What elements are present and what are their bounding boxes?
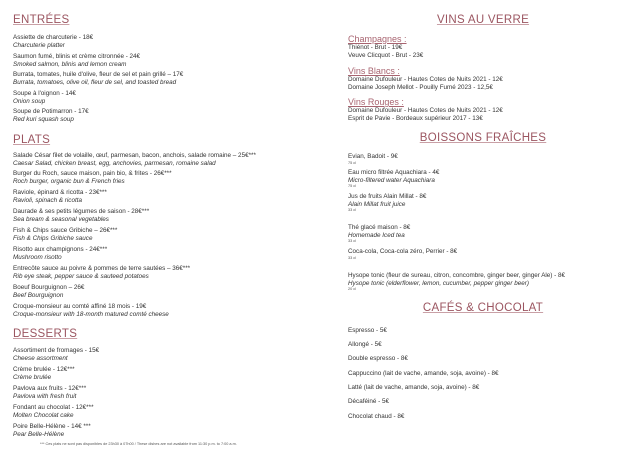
item-fr: Daurade & ses petits légumes de saison - 28€*** [13, 208, 150, 215]
cafe-item: Chocolat chaud - 8€ [348, 413, 405, 420]
item-en: Hysope tonic (elderflower, lemon, cucumber, pepper ginger beer) [348, 279, 529, 287]
menu-item [13, 208, 149, 223]
drink-item [348, 224, 410, 244]
item-en: Roch burger, organic bun & French fries [13, 177, 125, 185]
cafe-item: Cappuccino (lait de vache, amande, soja, avoine) - 8€ [348, 370, 499, 377]
item-fr: Entrecôte sauce au poivre & pommes de terre sautées – 36€*** [13, 265, 191, 272]
item-en: Mushroom risotto [13, 253, 62, 261]
wine-item: Domaine Dufouleur - Hautes Cotes de Nuits 2021 - 12€ [348, 107, 503, 114]
item-fr: Coca-cola, Coca-cola zéro, Perrier - 8€ [348, 248, 458, 255]
item-en: Pavlova with fresh fruit [13, 392, 77, 400]
item-fr: Soupe à l'oignon - 14€ [13, 90, 76, 97]
item-fr: Risotto aux champignons - 24€*** [13, 246, 108, 253]
menu-item [13, 53, 140, 68]
menu-item [13, 404, 94, 419]
item-en: Fish & Chips Gribiche sauce [13, 234, 93, 242]
menu-item [13, 34, 93, 49]
wine-item: Domaine Dufouleur - Hautes Cotes de Nuits 2021 - 12€ [348, 76, 503, 83]
menu-item [13, 347, 99, 362]
item-volume: 33 cl [348, 207, 357, 212]
item-en: Charcuterie platter [13, 41, 65, 49]
item-en: Smoked salmon, blinis and lemon cream [13, 60, 127, 68]
wine-item: Thiénot - Brut - 19€ [348, 44, 403, 51]
menu-item [13, 265, 190, 280]
menu-item [13, 108, 89, 123]
menu-item [13, 227, 117, 242]
item-en: Micro-filtered water Aquachiara [348, 176, 435, 184]
wine-group-label: Champagnes : [348, 34, 407, 44]
menu-item [13, 170, 172, 185]
wine-item: Veuve Clicquot - Brut - 23€ [348, 51, 424, 59]
item-en: Beef Bourguignon [13, 291, 64, 299]
item-fr: Raviole, épinard & ricotta - 23€*** [13, 189, 107, 196]
drink-item [348, 169, 439, 189]
item-fr: Thé glacé maison - 8€ [348, 224, 411, 231]
item-fr: Crème brulée - 12€*** [13, 366, 75, 373]
item-volume: 75 cl [348, 183, 357, 188]
item-en: Red kuri squash soup [13, 115, 74, 123]
item-en: Rib eye steak, pepper sauce & sauteed potatoes [13, 272, 149, 280]
wine-item: Esprit de Pavie - Bordeaux supérieur 2017 - 13€ [348, 114, 483, 122]
item-fr: Jus de fruits Alain Millat - 8€ [348, 193, 427, 200]
menu-item [13, 366, 75, 381]
wine-group-blancs [348, 66, 503, 91]
drink-item [348, 272, 565, 292]
item-volume: 20 cl [348, 286, 357, 291]
item-en: Sea bream & seasonal vegetables [13, 215, 109, 223]
menu-item [13, 189, 107, 204]
section-title-cafes: CAFÉS & CHOCOLAT [422, 302, 544, 314]
menu-item [13, 423, 91, 438]
wine-group-champagnes [348, 34, 423, 59]
item-volume: 33 cl [348, 255, 357, 260]
item-fr: Poire Belle-Hélène - 14€ *** [13, 423, 91, 430]
item-fr: Pavlova aux fruits - 12€*** [13, 385, 87, 392]
item-volume: 33 cl [348, 238, 357, 243]
footer-note: *** Ces plats ne sont pas disponibles de 23h30 à 07h00 / These dishes are not available from 11:30 p.m. to 7:00 a.m. [40, 442, 237, 446]
cafe-item: Décaféiné - 5€ [348, 398, 389, 405]
cafe-item: Double espresso - 8€ [348, 355, 408, 362]
drink-item [348, 248, 457, 261]
section-title-vins: VINS AU VERRE [436, 14, 530, 26]
item-fr: Assiette de charcuterie - 18€ [13, 34, 94, 41]
item-en: Ravioli, spinach & ricotta [13, 196, 82, 204]
item-en: Homemade Iced tea [348, 231, 405, 239]
item-fr: Eau micro filtrée Aquachiara - 4€ [348, 169, 440, 176]
item-fr: Fondant au chocolat - 12€*** [13, 404, 94, 411]
item-en: Molten Chocolat cake [13, 411, 74, 419]
menu-item [13, 90, 76, 105]
item-fr: Burger du Roch, sauce maison, pain bio, & frites - 26€*** [13, 170, 172, 177]
wine-group-rouges [348, 97, 503, 122]
item-fr: Croque-monsieur au comté affiné 18 mois - 19€ [13, 303, 147, 310]
wine-group-label: Vins Blancs : [348, 66, 400, 76]
item-fr: Evian, Badoit - 9€ [348, 153, 398, 160]
item-fr: Saumon fumé, blinis et crème citronnée - 24€ [13, 53, 141, 60]
cafe-item: Latté (lait de vache, amande, soja, avoine) - 8€ [348, 384, 480, 391]
item-fr: Assortiment de fromages - 15€ [13, 347, 100, 354]
wine-group-label: Vins Rouges : [348, 97, 404, 107]
item-en: Pear Belle-Hélène [13, 430, 65, 438]
item-en: Alain Millat fruit juice [348, 200, 406, 208]
menu-item [13, 152, 256, 167]
menu-item [13, 385, 86, 400]
item-en: Crème brulée [13, 373, 52, 381]
item-fr: Burrata, tomates, huile d'olive, fleur de sel et pain grillé – 17€ [13, 71, 184, 78]
item-fr: Soupe de Potimarron - 17€ [13, 108, 89, 115]
item-en: Burrata, tomatoes, olive oil, fleur de sel, and toasted bread [13, 78, 177, 86]
wine-item: Domaine Joseph Mellot - Pouilly Fumé 2023 - 12,5€ [348, 83, 493, 91]
item-en: Croque-monsieur with 18-month matured comté cheese [13, 310, 169, 318]
cafe-item: Allongé - 5€ [348, 341, 382, 348]
item-en: Caesar Salad, chicken breast, egg, anchovies, parmesan, romaine salad [13, 159, 216, 167]
menu-item [13, 246, 107, 261]
menu-item [13, 71, 183, 86]
item-volume: 75 cl [348, 160, 357, 165]
item-en: Onion soup [13, 97, 46, 105]
menu-item [13, 284, 84, 299]
cafe-item: Espresso - 5€ [348, 327, 387, 334]
item-fr: Hysope tonic (fleur de sureau, citron, concombre, ginger beer, ginger Ale) - 8€ [348, 272, 566, 279]
drink-item [348, 193, 426, 213]
item-en: Cheese assortment [13, 354, 68, 362]
section-title-entrees: ENTRÉES [13, 14, 70, 26]
section-title-boissons: BOISSONS FRAÎCHES [419, 132, 547, 144]
item-fr: Fish & Chips sauce Gribiche – 26€*** [13, 227, 118, 234]
section-title-desserts: DESSERTS [13, 328, 78, 340]
drink-item [348, 153, 398, 166]
section-title-plats: PLATS [13, 134, 51, 146]
item-fr: Boeuf Bourguignon – 26€ [13, 284, 85, 291]
item-fr: Salade César filet de volaille, œuf, parmesan, bacon, anchois, salade romaine – 25€*** [13, 152, 256, 159]
menu-item [13, 303, 169, 318]
